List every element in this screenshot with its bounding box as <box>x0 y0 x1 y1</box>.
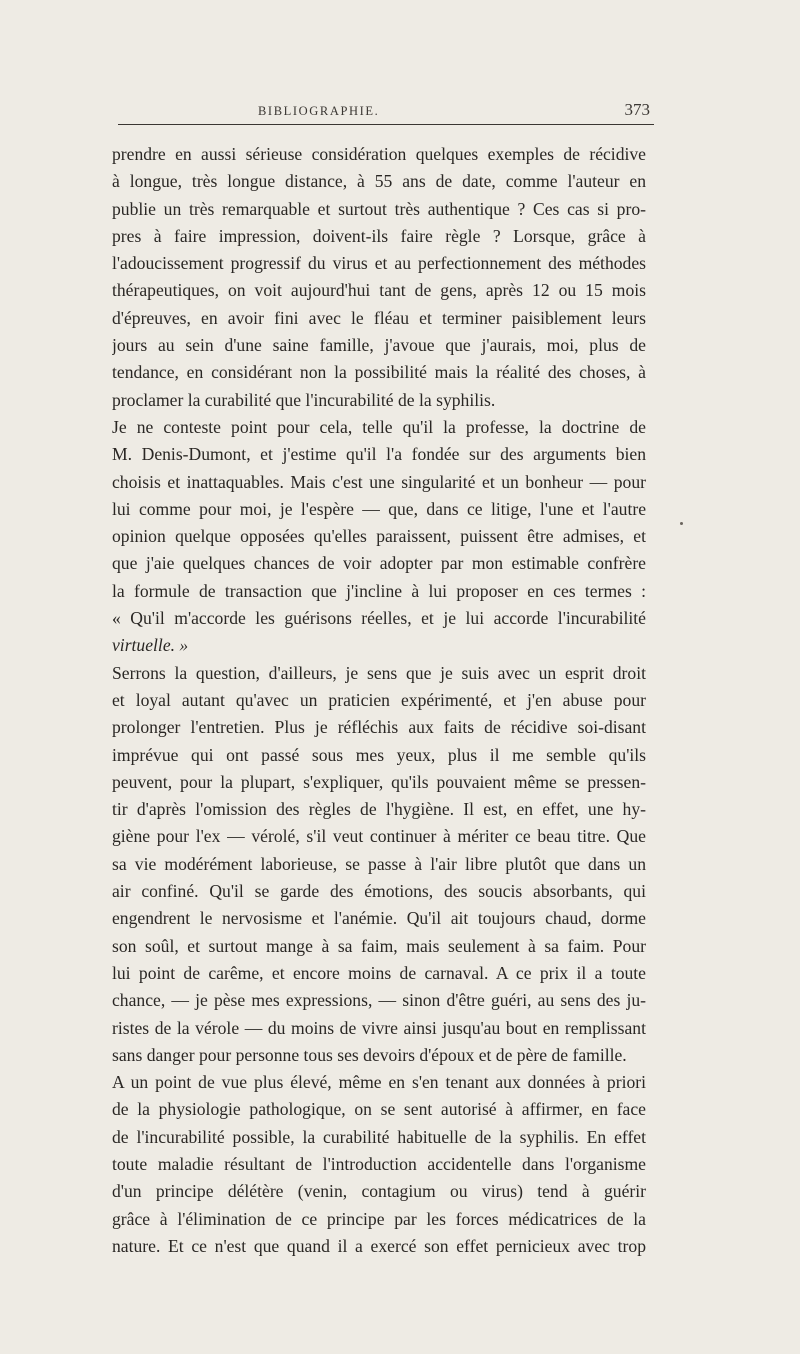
page-header <box>118 100 652 124</box>
page-number: 373 <box>624 100 650 119</box>
text-line: engendrent le nervosisme et l'anémie. Qu'il ait toujours chaud, dorme <box>112 908 646 929</box>
text-line: à longue, très longue distance, à 55 ans de date, comme l'auteur en <box>112 171 646 192</box>
text-line: grâce à l'élimination de ce principe par les forces médicatrices de la <box>112 1208 646 1229</box>
text-line: virtuelle. » <box>112 635 189 656</box>
text-line: chance, — je pèse mes expressions, — sinon d'être guéri, au sens des ju- <box>112 990 646 1011</box>
text-line: giène pour l'ex — vérolé, s'il veut continuer à mériter ce beau titre. Que <box>112 826 646 847</box>
text-line: sa vie modérément laborieuse, se passe à l'air libre plutôt que dans un <box>112 853 646 874</box>
text-line: ristes de la vérole — du moins de vivre ainsi jusqu'au bout en remplissant <box>112 1017 646 1038</box>
text-line: choisis et inattaquables. Mais c'est une singularité et un bonheur — pour <box>112 471 646 492</box>
text-line: lui point de carême, et encore moins de carnaval. A ce prix il a toute <box>112 962 646 983</box>
text-line: d'épreuves, en avoir fini avec le fléau et terminer paisiblement leurs <box>112 307 646 328</box>
page-body <box>112 141 646 1260</box>
text-line: pres à faire impression, doivent-ils faire règle ? Lorsque, grâce à <box>112 225 646 246</box>
text-line: thérapeutiques, on voit aujourd'hui tant de gens, après 12 ou 15 mois <box>112 280 646 301</box>
text-line: opinion quelque opposées qu'elles paraissent, puissent être admises, et <box>112 526 646 547</box>
text-line: A un point de vue plus élevé, même en s'en tenant aux données à priori <box>112 1072 646 1093</box>
ink-speck <box>680 522 683 525</box>
text-line: peuvent, pour la plupart, s'expliquer, qu'ils pouvaient même se pressen- <box>112 771 646 792</box>
text-line: et loyal autant qu'avec un praticien expérimenté, et j'en abuse pour <box>112 689 646 710</box>
paragraph-2 <box>112 414 646 660</box>
text-line: sans danger pour personne tous ses devoirs d'époux et de père de famille. <box>112 1044 627 1065</box>
text-line: « Qu'il m'accorde les guérisons réelles, et je lui accorde l'incurabilité <box>112 608 646 629</box>
text-line: lui comme pour moi, je l'espère — que, dans ce litige, l'une et l'autre <box>112 498 646 519</box>
paragraph-4 <box>112 1069 646 1260</box>
text-line: l'adoucissement progressif du virus et au perfectionnement des méthodes <box>112 253 646 274</box>
text-line: M. Denis-Dumont, et j'estime qu'il l'a fondée sur des arguments bien <box>112 444 646 465</box>
text-line: que j'aie quelques chances de voir adopter par mon estimable confrère <box>112 553 646 574</box>
text-line: d'un principe délétère (venin, contagium ou virus) tend à guérir <box>112 1181 646 1202</box>
paragraph-1 <box>112 141 646 414</box>
text-line: Serrons la question, d'ailleurs, je sens que je suis avec un esprit droit <box>112 662 646 683</box>
text-line: prendre en aussi sérieuse considération quelques exemples de récidive <box>112 144 646 164</box>
text-line: toute maladie résultant de l'introduction accidentelle dans l'organisme <box>112 1153 646 1174</box>
text-line: publie un très remarquable et surtout très authentique ? Ces cas si pro- <box>112 198 646 219</box>
text-line: de l'incurabilité possible, la curabilité habituelle de la syphilis. En effet <box>112 1126 646 1147</box>
text-line: de la physiologie pathologique, on se sent autorisé à affirmer, en face <box>112 1099 646 1120</box>
running-title: BIBLIOGRAPHIE. <box>258 104 380 118</box>
text-line: air confiné. Qu'il se garde des émotions, des soucis absorbants, qui <box>112 881 646 902</box>
text-line: tendance, en considérant non la possibilité mais la réalité des choses, à <box>112 362 646 383</box>
header-rule <box>118 124 654 125</box>
text-line: nature. Et ce n'est que quand il a exercé son effet pernicieux avec trop <box>112 1235 646 1256</box>
text-line: la formule de transaction que j'incline à lui proposer en ces termes : <box>112 580 646 601</box>
text-line: jours au sein d'une saine famille, j'avoue que j'aurais, moi, plus de <box>112 335 646 356</box>
text-line: prolonger l'entretien. Plus je réfléchis aux faits de récidive soi-disant <box>112 717 646 738</box>
text-line: son soûl, et surtout mange à sa faim, mais seulement à sa faim. Pour <box>112 935 646 956</box>
text-line: tir d'après l'omission des règles de l'hygiène. Il est, en effet, une hy- <box>112 799 646 820</box>
text-line: imprévue qui ont passé sous mes yeux, plus il me semble qu'ils <box>112 744 646 765</box>
text-line: proclamer la curabilité que l'incurabilité de la syphilis. <box>112 389 496 410</box>
text-line: Je ne conteste point pour cela, telle qu'il la professe, la doctrine de <box>112 416 646 437</box>
paragraph-3 <box>112 660 646 1069</box>
